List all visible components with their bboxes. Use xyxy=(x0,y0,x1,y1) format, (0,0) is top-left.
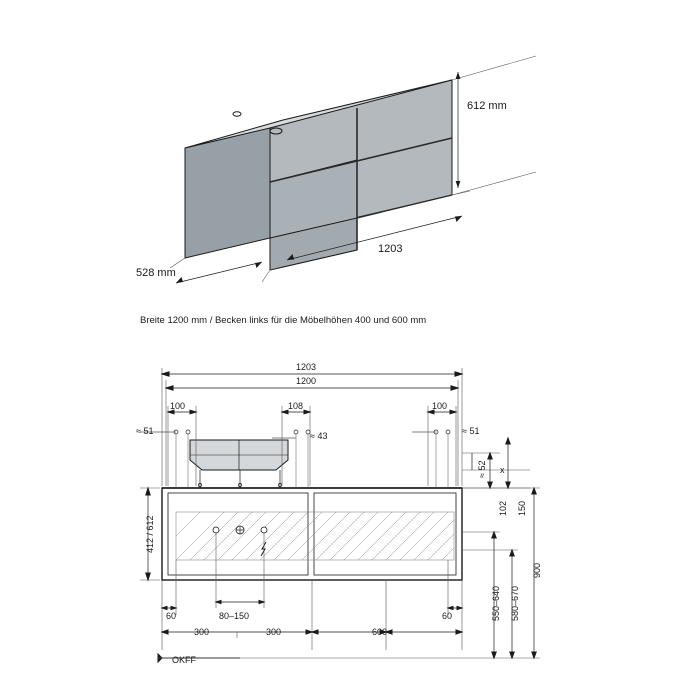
elev-dim-150: 150 xyxy=(517,500,527,516)
elev-dim-right-100: 100 xyxy=(432,401,448,411)
elev-dim-floor-height: 900 xyxy=(532,562,542,578)
elevation-drawing-canvas xyxy=(0,360,700,690)
elev-dim-seg-600: 600 xyxy=(372,627,388,637)
iso-dim-height: 612 mm xyxy=(467,100,507,112)
isometric-drawing-canvas xyxy=(0,0,700,320)
elev-dim-seg-300-a: 300 xyxy=(194,627,210,637)
elev-dim-center-108: 108 xyxy=(288,401,304,411)
drawing-caption: Breite 1200 mm / Becken links für die Möbelhöhen 400 und 600 mm xyxy=(140,315,427,326)
elev-dim-cabinet-height: 412 / 612 xyxy=(145,515,155,553)
elev-dim-basin-mid: ≈ 43 xyxy=(310,431,328,441)
elev-dim-basin-right: ≈ 51 xyxy=(462,426,480,436)
okff-label: OKFF xyxy=(172,655,196,665)
elev-dim-102: 102 xyxy=(498,500,508,516)
elev-dim-left-60: 60 xyxy=(166,611,177,621)
elev-dim-1203: 1203 xyxy=(296,362,317,372)
elev-dim-drain-range: 580–670 xyxy=(510,585,520,621)
elev-dim-outlet-range: 80–150 xyxy=(219,611,250,621)
elev-marker-x: x xyxy=(500,465,505,475)
elev-dim-seg-300-b: 300 xyxy=(266,627,282,637)
elev-dim-52: ≈ 52 xyxy=(477,460,487,478)
elev-dim-supply-range: 550–640 xyxy=(491,585,501,621)
iso-dim-depth: 528 mm xyxy=(136,267,176,279)
elev-dim-right-60: 60 xyxy=(442,611,453,621)
elev-dim-1200: 1200 xyxy=(296,376,317,386)
elev-dim-basin-left: ≈ 51 xyxy=(136,426,154,436)
elev-dim-left-100: 100 xyxy=(170,401,186,411)
iso-dim-width: 1203 xyxy=(378,243,403,255)
